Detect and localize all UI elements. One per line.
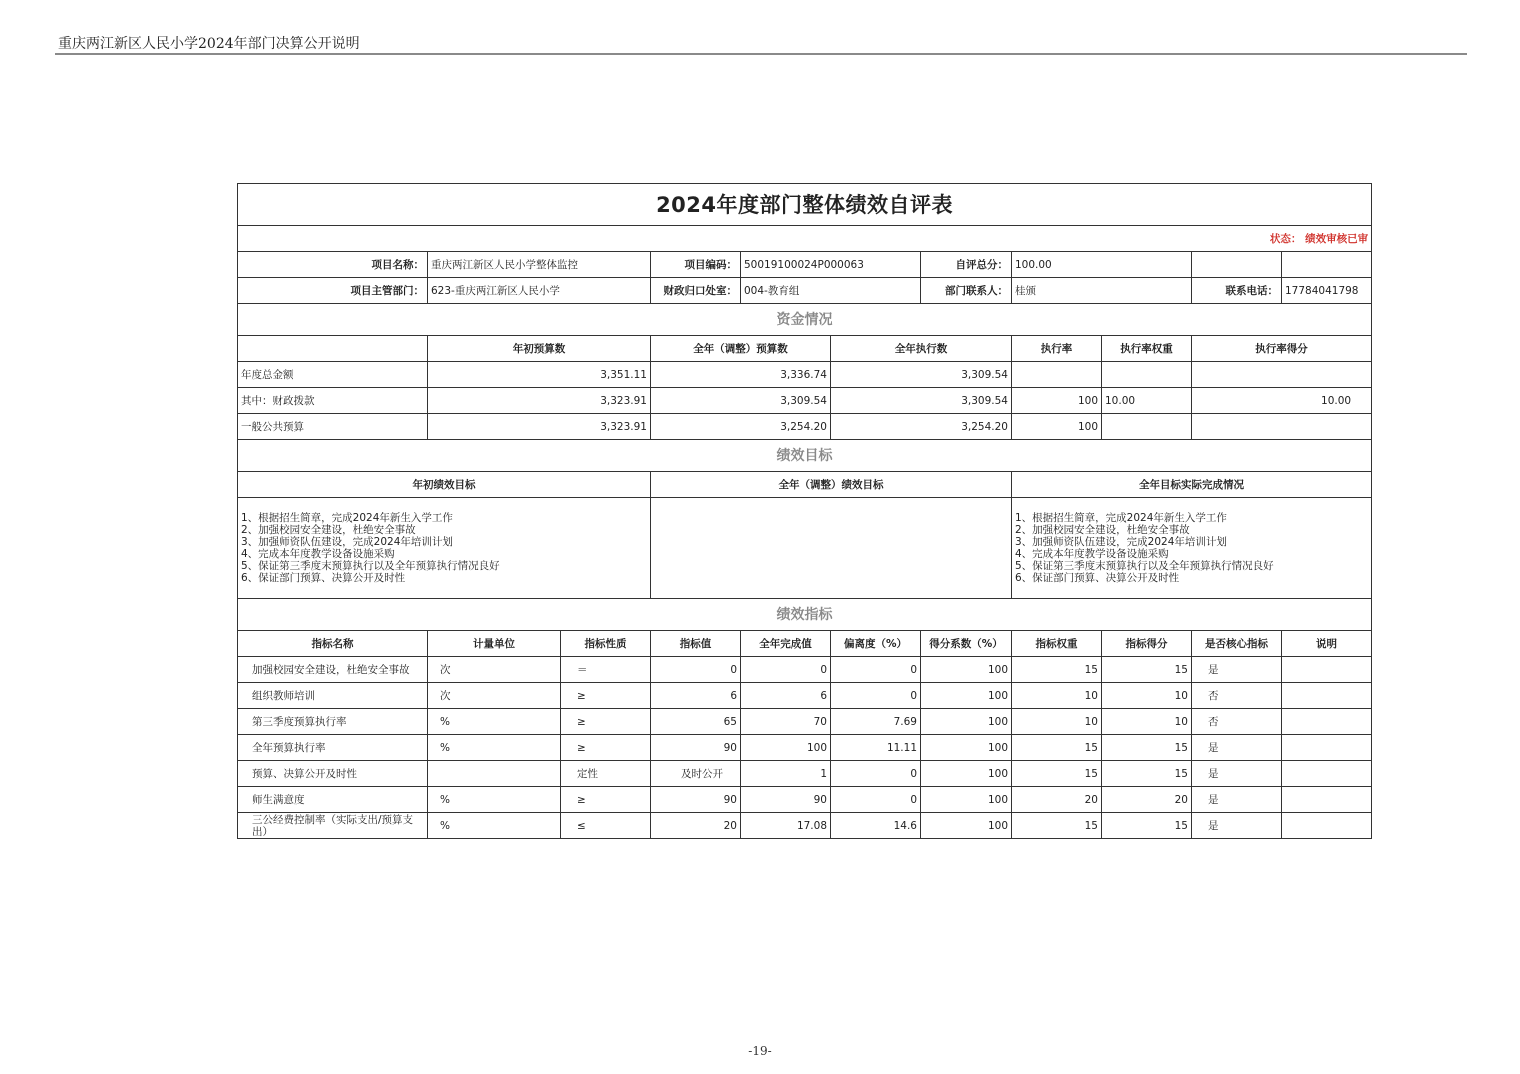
goal-line: 2、加强校园安全建设，杜绝安全事故 — [241, 524, 416, 536]
indicator-score: 15 — [1102, 657, 1192, 683]
actual-goals-text — [1012, 498, 1372, 599]
indicator-nature: 定性 — [561, 761, 651, 787]
indicator-unit: % — [428, 813, 561, 839]
indicator-actual: 0 — [741, 657, 831, 683]
fund-label: 一般公共预算 — [238, 414, 428, 440]
funds-header-score: 执行率得分 — [1192, 336, 1372, 362]
goal-line: 6、保证部门预算、决算公开及时性 — [241, 572, 406, 584]
funds-header-adjusted: 全年（调整）预算数 — [651, 336, 831, 362]
goals-section-title: 绩效目标 — [238, 440, 1372, 472]
fund-rate: 100 — [1012, 388, 1102, 414]
indicator-unit: 次 — [428, 657, 561, 683]
indicator-score: 15 — [1102, 813, 1192, 839]
goal-line: 5、保证第三季度末预算执行以及全年预算执行情况良好 — [241, 560, 500, 572]
table-row — [238, 787, 1372, 813]
goal-line: 1、根据招生简章，完成2024年新生入学工作 — [241, 512, 453, 524]
indicator-note — [1282, 761, 1372, 787]
indicator-coef: 100 — [921, 657, 1012, 683]
indicator-deviation: 11.11 — [831, 735, 921, 761]
indicators-section-title: 绩效指标 — [238, 599, 1372, 631]
indicator-unit: % — [428, 787, 561, 813]
fund-adjusted: 3,309.54 — [651, 388, 831, 414]
info-row-dept — [238, 278, 1372, 304]
indicator-weight: 10 — [1012, 709, 1102, 735]
indicator-target: 及时公开 — [651, 761, 741, 787]
indicator-target: 90 — [651, 787, 741, 813]
indicator-deviation: 14.6 — [831, 813, 921, 839]
goals-header-row — [238, 472, 1372, 498]
indicator-coef: 100 — [921, 761, 1012, 787]
indicator-actual: 6 — [741, 683, 831, 709]
indicator-target: 0 — [651, 657, 741, 683]
indicator-deviation: 0 — [831, 683, 921, 709]
fund-executed: 3,254.20 — [831, 414, 1012, 440]
table-row — [238, 414, 1372, 440]
goal-line: 6、保证部门预算、决算公开及时性 — [1015, 572, 1180, 584]
project-code-value: 50019100024P000063 — [741, 252, 921, 278]
indicator-weight: 20 — [1012, 787, 1102, 813]
info-row-project — [238, 252, 1372, 278]
indicator-score: 10 — [1102, 683, 1192, 709]
indicator-actual: 100 — [741, 735, 831, 761]
fund-executed: 3,309.54 — [831, 388, 1012, 414]
table-row — [238, 813, 1372, 839]
table-row — [238, 362, 1372, 388]
goal-line: 1、根据招生简章，完成2024年新生入学工作 — [1015, 512, 1227, 524]
indicator-core: 是 — [1192, 735, 1282, 761]
fund-adjusted: 3,254.20 — [651, 414, 831, 440]
project-name-label: 项目名称： — [238, 252, 428, 278]
fund-weight — [1102, 362, 1192, 388]
contact-value: 桂颁 — [1012, 278, 1192, 304]
ind-header-name: 指标名称 — [238, 631, 428, 657]
fund-score: 10.00 — [1192, 388, 1372, 414]
ind-header-deviation: 偏离度（%） — [831, 631, 921, 657]
ind-header-note: 说明 — [1282, 631, 1372, 657]
funds-header-row — [238, 336, 1372, 362]
page-number: -19- — [748, 1044, 772, 1058]
ind-header-target: 指标值 — [651, 631, 741, 657]
funds-header-blank — [238, 336, 428, 362]
indicator-coef: 100 — [921, 735, 1012, 761]
indicator-weight: 15 — [1012, 761, 1102, 787]
indicator-coef: 100 — [921, 709, 1012, 735]
indicator-name: 组织教师培训 — [238, 683, 428, 709]
header-divider — [55, 53, 1467, 55]
ind-header-coef: 得分系数（%） — [921, 631, 1012, 657]
indicator-unit: 次 — [428, 683, 561, 709]
indicator-name: 全年预算执行率 — [238, 735, 428, 761]
indicator-deviation: 0 — [831, 657, 921, 683]
indicator-weight: 15 — [1012, 657, 1102, 683]
indicator-core: 否 — [1192, 683, 1282, 709]
funds-header-initial: 年初预算数 — [428, 336, 651, 362]
indicator-core: 是 — [1192, 813, 1282, 839]
fund-score — [1192, 414, 1372, 440]
table-row — [238, 761, 1372, 787]
performance-evaluation-table — [237, 183, 1372, 839]
indicator-name: 第三季度预算执行率 — [238, 709, 428, 735]
indicator-nature: ≥ — [561, 683, 651, 709]
fund-rate: 100 — [1012, 414, 1102, 440]
page-header: 重庆两江新区人民小学2024年部门决算公开说明 — [58, 36, 360, 52]
indicator-actual: 1 — [741, 761, 831, 787]
indicator-deviation: 7.69 — [831, 709, 921, 735]
dept-value: 623-重庆两江新区人民小学 — [428, 278, 651, 304]
indicator-target: 65 — [651, 709, 741, 735]
funds-header-rate: 执行率 — [1012, 336, 1102, 362]
indicator-core: 否 — [1192, 709, 1282, 735]
indicator-score: 15 — [1102, 761, 1192, 787]
status-badge: 状态： 绩效审核已审 — [238, 226, 1372, 252]
contact-label: 部门联系人： — [921, 278, 1012, 304]
fund-weight — [1102, 414, 1192, 440]
adjusted-goals-text — [651, 498, 1012, 599]
goal-line: 5、保证第三季度末预算执行以及全年预算执行情况良好 — [1015, 560, 1274, 572]
indicator-name: 加强校园安全建设，杜绝安全事故 — [238, 657, 428, 683]
goals-header-actual: 全年目标实际完成情况 — [1012, 472, 1372, 498]
indicator-actual: 17.08 — [741, 813, 831, 839]
table-row — [238, 683, 1372, 709]
goals-header-initial: 年初绩效目标 — [238, 472, 651, 498]
fund-adjusted: 3,336.74 — [651, 362, 831, 388]
goals-content-row — [238, 498, 1372, 599]
indicator-core: 是 — [1192, 761, 1282, 787]
indicator-core: 是 — [1192, 657, 1282, 683]
indicator-deviation: 0 — [831, 761, 921, 787]
indicator-weight: 15 — [1012, 735, 1102, 761]
score-label: 自评总分： — [921, 252, 1012, 278]
indicators-header-row — [238, 631, 1372, 657]
goal-line: 3、加强师资队伍建设，完成2024年培训计划 — [241, 536, 453, 548]
indicator-coef: 100 — [921, 683, 1012, 709]
phone-value: 17784041798 — [1282, 278, 1372, 304]
finance-label: 财政归口处室： — [651, 278, 741, 304]
indicator-actual: 70 — [741, 709, 831, 735]
indicator-nature: ≥ — [561, 787, 651, 813]
fund-initial: 3,323.91 — [428, 414, 651, 440]
finance-value: 004-教育组 — [741, 278, 921, 304]
empty-cell — [1282, 252, 1372, 278]
indicator-nature: ≥ — [561, 709, 651, 735]
fund-initial: 3,351.11 — [428, 362, 651, 388]
goals-header-adjusted: 全年（调整）绩效目标 — [651, 472, 1012, 498]
indicator-nature: ≥ — [561, 735, 651, 761]
project-code-label: 项目编码： — [651, 252, 741, 278]
indicator-name: 师生满意度 — [238, 787, 428, 813]
fund-weight: 10.00 — [1102, 388, 1192, 414]
indicator-weight: 15 — [1012, 813, 1102, 839]
indicator-note — [1282, 735, 1372, 761]
table-row — [238, 657, 1372, 683]
indicator-nature: ＝ — [561, 657, 651, 683]
phone-label: 联系电话： — [1192, 278, 1282, 304]
indicator-unit — [428, 761, 561, 787]
indicator-nature: ≤ — [561, 813, 651, 839]
fund-score — [1192, 362, 1372, 388]
indicator-core: 是 — [1192, 787, 1282, 813]
indicator-note — [1282, 683, 1372, 709]
goal-line: 4、完成本年度教学设备设施采购 — [1015, 548, 1169, 560]
indicator-actual: 90 — [741, 787, 831, 813]
empty-cell — [1192, 252, 1282, 278]
table-row — [238, 388, 1372, 414]
fund-label: 其中：财政拨款 — [238, 388, 428, 414]
ind-header-actual: 全年完成值 — [741, 631, 831, 657]
score-value: 100.00 — [1012, 252, 1192, 278]
indicator-unit: % — [428, 709, 561, 735]
funds-header-executed: 全年执行数 — [831, 336, 1012, 362]
indicator-note — [1282, 657, 1372, 683]
dept-label: 项目主管部门： — [238, 278, 428, 304]
project-name-value: 重庆两江新区人民小学整体监控 — [428, 252, 651, 278]
fund-rate — [1012, 362, 1102, 388]
indicator-score: 10 — [1102, 709, 1192, 735]
table-row — [238, 735, 1372, 761]
initial-goals-text — [238, 498, 651, 599]
form-title: 2024年度部门整体绩效自评表 — [238, 184, 1372, 226]
indicator-name: 三公经费控制率（实际支出/预算支出） — [238, 813, 428, 839]
indicator-deviation: 0 — [831, 787, 921, 813]
funds-header-weight: 执行率权重 — [1102, 336, 1192, 362]
indicator-target: 6 — [651, 683, 741, 709]
ind-header-unit: 计量单位 — [428, 631, 561, 657]
fund-initial: 3,323.91 — [428, 388, 651, 414]
fund-label: 年度总金额 — [238, 362, 428, 388]
ind-header-weight: 指标权重 — [1012, 631, 1102, 657]
goal-line: 2、加强校园安全建设，杜绝安全事故 — [1015, 524, 1190, 536]
goal-line: 3、加强师资队伍建设，完成2024年培训计划 — [1015, 536, 1227, 548]
indicator-unit: % — [428, 735, 561, 761]
goal-line: 4、完成本年度教学设备设施采购 — [241, 548, 395, 560]
indicator-note — [1282, 813, 1372, 839]
indicator-coef: 100 — [921, 787, 1012, 813]
indicator-weight: 10 — [1012, 683, 1102, 709]
indicator-target: 20 — [651, 813, 741, 839]
ind-header-score: 指标得分 — [1102, 631, 1192, 657]
ind-header-core: 是否核心指标 — [1192, 631, 1282, 657]
ind-header-nature: 指标性质 — [561, 631, 651, 657]
indicator-target: 90 — [651, 735, 741, 761]
indicator-note — [1282, 709, 1372, 735]
indicator-coef: 100 — [921, 813, 1012, 839]
funds-section-title: 资金情况 — [238, 304, 1372, 336]
table-row — [238, 709, 1372, 735]
indicator-score: 20 — [1102, 787, 1192, 813]
indicator-note — [1282, 787, 1372, 813]
indicator-rows — [238, 657, 1372, 839]
indicator-score: 15 — [1102, 735, 1192, 761]
indicator-name: 预算、决算公开及时性 — [238, 761, 428, 787]
fund-executed: 3,309.54 — [831, 362, 1012, 388]
